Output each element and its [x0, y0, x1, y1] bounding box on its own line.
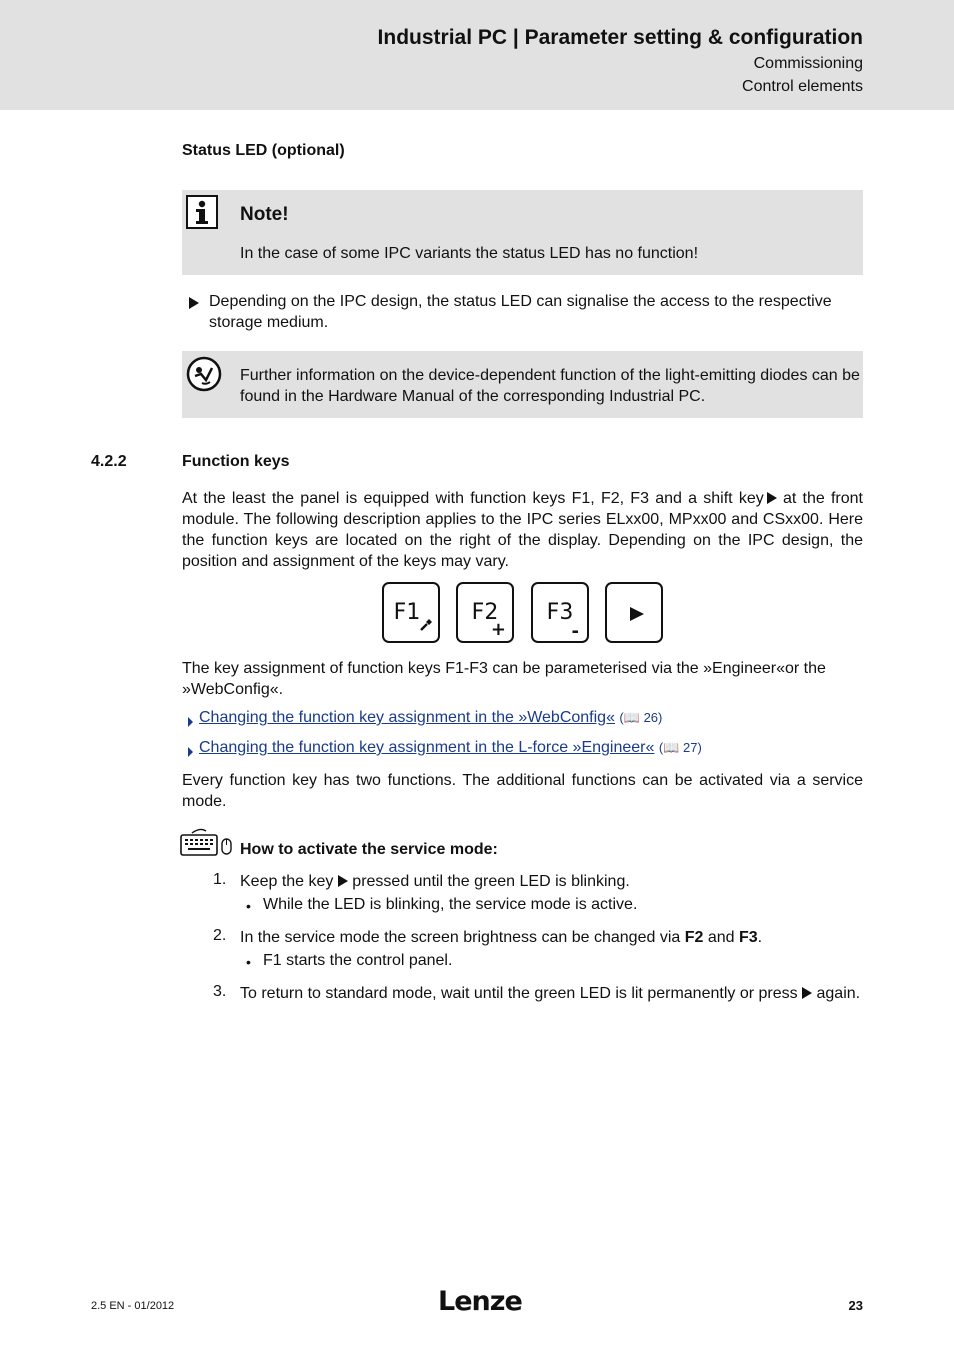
tip-icon	[186, 356, 222, 397]
key-shift	[605, 582, 663, 643]
footer-version: 2.5 EN - 01/2012	[91, 1300, 175, 1312]
link-arrow-icon	[188, 714, 193, 732]
header-section: Control elements	[742, 78, 863, 95]
key-f2: F2 +	[456, 582, 514, 643]
howto-title: How to activate the service mode:	[240, 841, 498, 858]
shift-key-arrow-icon	[767, 492, 777, 504]
link-engineer[interactable]: Changing the function key assignment in the L-force »Engineer« (📖 27)	[199, 739, 702, 756]
book-icon: 📖	[623, 710, 640, 725]
keyboard-mouse-icon	[180, 827, 234, 862]
note-text: In the case of some IPC variants the status LED has no function!	[240, 245, 699, 262]
step-number: 3.	[213, 983, 227, 1000]
tip-text: Further information on the device-dependent function of the light-emitting diodes can be found in the Hardware Manual of the corresponding Industrial PC.	[240, 367, 860, 405]
tip-box	[182, 351, 863, 418]
step-number: 1.	[213, 871, 227, 888]
functions-text: Every function key has two functions. The additional functions can be activated via a service mode.	[182, 772, 863, 810]
page-ref: (📖 26)	[619, 710, 663, 725]
note-box	[182, 190, 863, 275]
page-ref: (📖 27)	[658, 740, 702, 755]
link-arrow-icon	[188, 744, 193, 762]
key-f1: F1	[382, 582, 440, 643]
assignment-text: The key assignment of function keys F1-F3 can be parameterised via the »Engineer«or the »WebConfig«.	[182, 660, 826, 698]
step-3-text: To return to standard mode, wait until the green LED is lit permanently or press again.	[240, 985, 861, 1002]
step-1-text: Keep the key pressed until the green LED is blinking.	[240, 873, 630, 890]
key-f3: F3 -	[531, 582, 589, 643]
section-number: 4.2.2	[91, 453, 127, 470]
page-header	[0, 0, 954, 110]
sub-bullet: •	[246, 898, 251, 914]
header-title: Industrial PC | Parameter setting & configuration	[377, 26, 863, 49]
sub-bullet: •	[246, 954, 251, 970]
header-chapter: Commissioning	[753, 55, 863, 72]
play-icon	[629, 606, 645, 627]
note-title: Note!	[240, 204, 289, 225]
step-2-text: In the service mode the screen brightness can be changed via F2 and F3.	[240, 929, 763, 946]
function-keys-intro: At the least the panel is equipped with function keys F1, F2, F3 and a shift key at the front module. The following description applies to the IPC series ELxx00, MPxx00 and CSxx00. Here the function keys are located on the right of the display. Depending on the IPC design, the position and assignment of the keys may vary.	[182, 490, 864, 570]
shift-key-arrow-icon	[802, 987, 812, 999]
status-led-heading: Status LED (optional)	[182, 142, 345, 159]
bullet-arrow-icon	[189, 295, 199, 313]
step-1-sub: While the LED is blinking, the service mode is active.	[263, 896, 638, 913]
lenze-logo: Lenze	[438, 1286, 522, 1317]
status-led-bullet: Depending on the IPC design, the status LED can signalise the access to the respective storage medium.	[209, 293, 832, 331]
step-2-sub: F1 starts the control panel.	[263, 952, 453, 969]
shift-key-arrow-icon	[338, 875, 348, 887]
page-number: 23	[848, 1298, 863, 1313]
wrench-icon	[419, 618, 433, 637]
info-icon	[186, 195, 218, 229]
step-number: 2.	[213, 927, 227, 944]
section-title: Function keys	[182, 453, 290, 470]
book-icon: 📖	[663, 740, 680, 755]
link-webconfig[interactable]: Changing the function key assignment in the »WebConfig« (📖 26)	[199, 709, 663, 726]
